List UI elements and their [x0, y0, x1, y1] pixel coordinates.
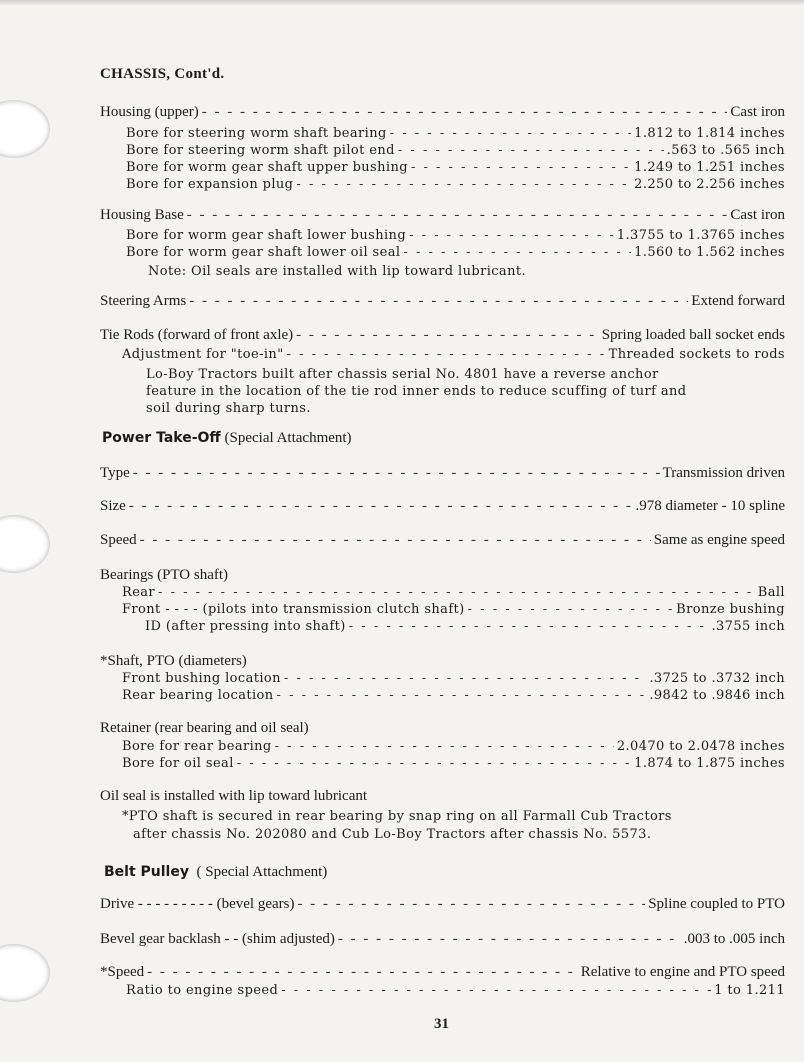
spec-row [122, 688, 785, 703]
spec-value: 1.3755 to 1.3765 inches [616, 228, 785, 243]
dot-leader [129, 498, 633, 515]
spec-row [122, 671, 785, 686]
dot-leader [284, 671, 646, 686]
shaft-label: *Shaft, PTO (diameters) [100, 653, 247, 669]
dot-leader [349, 619, 709, 634]
spec-row [122, 602, 785, 617]
spec-label: Housing (upper) [100, 104, 199, 120]
spec-label: Bore for expansion plug [126, 177, 294, 192]
spec-row [100, 896, 785, 913]
spec-label: Bore for worm gear shaft upper bushing [126, 160, 408, 175]
spec-label: Drive - - - - - - - - - (bevel gears) [100, 896, 295, 912]
spec-label: Speed [100, 532, 137, 548]
spec-label: Tie Rods (forward of front axle) [100, 327, 294, 343]
dot-leader [275, 739, 614, 754]
dot-leader [411, 160, 631, 175]
binder-hole-top [0, 100, 50, 158]
dot-leader [237, 756, 631, 771]
spec-value: Transmission driven [662, 465, 785, 481]
spec-row [126, 983, 785, 998]
loboy-note-line-2: feature in the location of the tie rod inner ends to reduce scuffing of turf and [146, 384, 687, 399]
spec-label: Bore for worm gear shaft lower oil seal [126, 245, 401, 260]
dot-leader [277, 688, 647, 703]
spec-label: Steering Arms [100, 293, 187, 309]
dot-leader [202, 104, 728, 121]
spec-value: .563 to .565 inch [666, 143, 785, 158]
oil-seal-note: Note: Oil seals are installed with lip toward lubricant. [148, 264, 527, 279]
dot-leader [133, 465, 660, 482]
spec-row [100, 104, 785, 121]
spec-label: Front - - - - (pilots into transmission clutch shaft) [122, 602, 465, 617]
spec-value: 2.0470 to 2.0478 inches [616, 739, 785, 754]
spec-value: 1.249 to 1.251 inches [634, 160, 785, 175]
spec-value: Relative to engine and PTO speed [580, 964, 785, 980]
spec-label: Type [100, 465, 130, 481]
spec-value: .003 to .005 inch [683, 931, 785, 947]
dot-leader [158, 585, 755, 600]
spec-value: Cast iron [730, 207, 785, 223]
dot-leader [187, 207, 728, 224]
spec-value: .9842 to .9846 inch [649, 688, 785, 703]
page-number: 31 [434, 1016, 449, 1032]
spec-value: Bronze bushing [676, 602, 785, 617]
spec-label: Bore for worm gear shaft lower bushing [126, 228, 407, 243]
belt-subtitle: ( Special Attachment) [196, 864, 328, 880]
dot-leader [338, 931, 681, 948]
dot-leader [297, 896, 645, 913]
pto-note-line-2: after chassis No. 202080 and Cub Lo-Boy Tractors after chassis No. 5573. [133, 827, 652, 842]
spec-value: Spring loaded ball socket ends [601, 327, 785, 343]
spec-value: Same as engine speed [653, 532, 785, 548]
dot-leader [296, 327, 599, 344]
pto-subtitle: (Special Attachment) [224, 430, 352, 446]
spec-row [100, 465, 785, 482]
dot-leader [287, 347, 606, 362]
spec-row [126, 143, 785, 158]
spec-value: Ball [757, 585, 785, 600]
spec-row [122, 756, 785, 771]
spec-value: 1.874 to 1.875 inches [634, 756, 785, 771]
dot-leader [140, 532, 651, 549]
pto-title: Power Take-Off [102, 430, 221, 446]
spec-label: Bore for oil seal [122, 756, 234, 771]
spec-value: .3725 to .3732 inch [649, 671, 785, 686]
spec-row [126, 245, 785, 260]
spec-row [145, 619, 785, 634]
spec-value: Extend forward [691, 293, 785, 309]
spec-row [100, 498, 785, 515]
spec-label: Adjustment for "toe-in" [122, 347, 284, 362]
spec-row [126, 160, 785, 175]
spec-value: Threaded sockets to rods [608, 347, 785, 362]
oil-seal-label: Oil seal is installed with lip toward lubricant [100, 788, 368, 804]
spec-row [126, 126, 785, 141]
spec-row [122, 739, 785, 754]
spec-row [100, 931, 785, 948]
spec-label: Size [100, 498, 126, 514]
spec-label: ID (after pressing into shaft) [145, 619, 346, 634]
retainer-label: Retainer (rear bearing and oil seal) [100, 720, 309, 736]
dot-leader [409, 228, 614, 243]
spec-value: 1.812 to 1.814 inches [634, 126, 785, 141]
spec-row [100, 327, 785, 344]
spec-value: 1 to 1.211 [714, 983, 785, 998]
dot-leader [398, 143, 664, 158]
spec-label: Front bushing location [122, 671, 281, 686]
dot-leader [390, 126, 631, 141]
belt-pulley-section-title [104, 864, 327, 881]
spec-label: Ratio to engine speed [126, 983, 279, 998]
spec-label: Bevel gear backlash - - (shim adjusted) [100, 931, 335, 947]
dot-leader [468, 602, 674, 617]
spec-value: Spline coupled to PTO [648, 896, 785, 912]
spec-label: Bore for rear bearing [122, 739, 272, 754]
spec-value: 2.250 to 2.256 inches [634, 177, 785, 192]
spec-row [122, 585, 785, 600]
dot-leader [296, 177, 631, 192]
spec-label: Bore for steering worm shaft bearing [126, 126, 387, 141]
spec-value: Cast iron [730, 104, 785, 120]
dot-leader [281, 983, 711, 998]
pto-note-line-1: *PTO shaft is secured in rear bearing by snap ring on all Farmall Cub Tractors [122, 809, 672, 824]
binder-hole-bottom [0, 944, 50, 1002]
bearings-label: Bearings (PTO shaft) [100, 567, 229, 583]
loboy-note-line-3: soil during sharp turns. [146, 401, 311, 416]
pto-section-title [102, 430, 352, 447]
spec-label: Housing Base [100, 207, 184, 223]
spec-row [100, 532, 785, 549]
loboy-note-line-1: Lo-Boy Tractors built after chassis serial No. 4801 have a reverse anchor [146, 367, 659, 382]
page-top-edge [0, 0, 804, 6]
spec-label: Rear bearing location [122, 688, 274, 703]
spec-label: Rear [122, 585, 156, 600]
spec-row [100, 964, 785, 981]
spec-row [126, 228, 785, 243]
spec-label: Bore for steering worm shaft pilot end [126, 143, 395, 158]
belt-title: Belt Pulley [104, 864, 189, 880]
spec-row [126, 177, 785, 192]
spec-value: 1.560 to 1.562 inches [634, 245, 785, 260]
page-heading: CHASSIS, Cont'd. [100, 66, 225, 82]
dot-leader [147, 964, 578, 981]
spec-value: .3755 inch [711, 619, 785, 634]
binder-hole-middle [0, 515, 50, 573]
spec-value: .978 diameter - 10 spline [635, 498, 785, 514]
spec-row [122, 347, 785, 362]
dot-leader [403, 245, 631, 260]
spec-row [100, 293, 785, 310]
spec-label: *Speed [100, 964, 145, 980]
spec-row [100, 207, 785, 224]
dot-leader [189, 293, 688, 310]
